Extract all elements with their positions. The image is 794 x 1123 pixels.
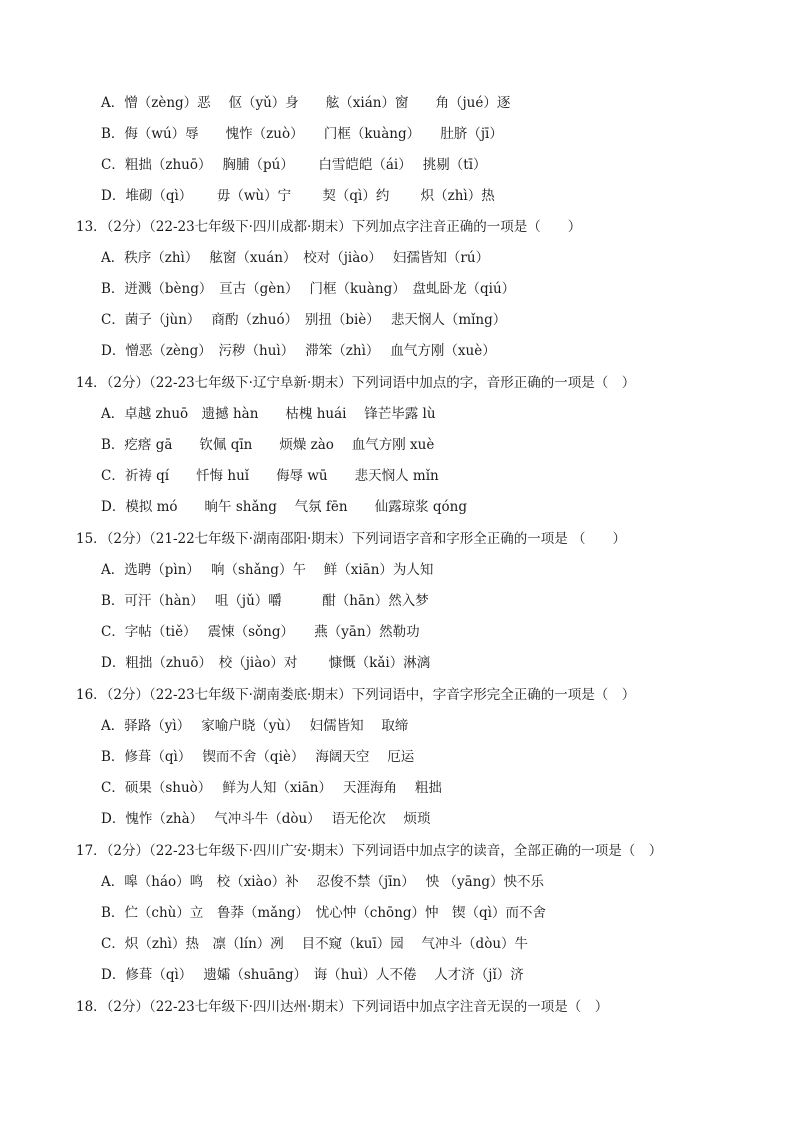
- answer-option: C．炽（zhì）热 凛（lín）冽 目不窥（kuī）园 气冲斗（dòu）牛: [101, 936, 529, 952]
- question-stem: 13．（2分）（22-23七年级下·四川成都·期末）下列加点字注音正确的一项是（ ）: [76, 219, 582, 235]
- answer-option: B．伫（chù）立 鲁莽（mǎng） 忧心忡（chōng）忡 锲（qì）而不舍: [101, 905, 546, 921]
- question-stem: 17．（2分）（22-23七年级下·四川广安·期末）下列词语中加点字的读音，全部正确的一项是（ ）: [76, 843, 663, 859]
- answer-option: A．嗥（háo）鸣 校（xiào）补 忍俊不禁（jīn） 怏 （yāng）怏不乐: [101, 874, 545, 890]
- answer-option: C．粗拙（zhuō） 胸脯（pú） 白雪皑皑（ái） 挑剔（tī）: [101, 157, 487, 173]
- answer-option: B．迸溅（bèng） 亘古（gèn） 门框（kuàng） 盘虬卧龙（qiú）: [101, 281, 516, 297]
- answer-option: B．疙瘩 gā 钦佩 qīn 烦燥 zào 血气方刚 xuè: [101, 437, 435, 453]
- answer-option: D．模拟 mó 晌午 shǎng 气氛 fēn 仙露琼浆 qóng: [101, 499, 468, 515]
- answer-option: C．硕果（shuò） 鲜为人知（xiān） 天涯海角 粗拙: [101, 780, 442, 796]
- answer-option: D．修葺（qì） 遗孀（shuāng） 诲（huì）人不倦 人才济（jǐ）济: [101, 967, 524, 983]
- answer-option: D．堆砌（qì） 毋（wù）宁 契（qì）约 炽（zhì）热: [101, 188, 495, 204]
- answer-option: A．卓越 zhuō 遗撼 hàn 枯槐 huái 锋芒毕露 lù: [101, 406, 436, 422]
- answer-option: B．修葺（qì） 锲而不舍（qiè） 海阔天空 厄运: [101, 749, 415, 765]
- answer-option: C．字帖（tiě） 震悚（sǒng） 燕（yān）然勒功: [101, 624, 420, 640]
- question-stem: 18．（2分）（22-23七年级下·四川达州·期末）下列词语中加点字注音无误的一项是（ ）: [76, 999, 609, 1015]
- answer-option: C．祈祷 qí 忏悔 huǐ 侮辱 wū 悲天悯人 mǐn: [101, 468, 439, 484]
- question-stem: 14．（2分）（22-23七年级下·辽宁阜新·期末）下列词语中加点的字，音形正确的一项是（ ）: [76, 375, 636, 391]
- question-stem: 16．（2分）（22-23七年级下·湖南娄底·期末）下列词语中，字音字形完全正确的一项是（ ）: [76, 687, 636, 703]
- answer-option: B．侮（wú）辱 愧怍（zuò） 门框（kuàng） 肚脐（jī）: [101, 126, 503, 142]
- answer-option: D．粗拙（zhuō） 校（jiào）对 慷慨（kǎi）淋漓: [101, 655, 431, 671]
- question-stem: 15．（2分）（21-22七年级下·湖南邵阳·期末）下列词语字音和字形全正确的一项是 （ ）: [76, 531, 627, 547]
- answer-option: B．可汗（hàn） 咀（jǔ）嚼 酣（hān）然入梦: [101, 593, 429, 609]
- answer-option: A．驿路（yì） 家喻户晓（yù） 妇儒皆知 取缔: [101, 718, 409, 734]
- answer-option: A．憎（zèng）恶 伛（yǔ）身 舷（xián）窗 角（jué）逐: [101, 95, 511, 111]
- answer-option: A．秩序（zhì） 舷窗（xuán） 校对（jiào） 妇孺皆知（rú）: [101, 250, 490, 266]
- answer-option: A．选聘（pìn） 响（shǎng）午 鲜（xiān）为人知: [101, 562, 434, 578]
- answer-option: D．愧怍（zhà） 气冲斗牛（dòu） 语无伦次 烦琐: [101, 811, 431, 827]
- answer-option: D．憎恶（zèng） 污秽（huì） 滞笨（zhì） 血气方刚（xuè）: [101, 343, 496, 359]
- answer-option: C．菌子（jùn） 商酌（zhuó） 别扭（biè） 悲天悯人（mǐng）: [101, 312, 507, 328]
